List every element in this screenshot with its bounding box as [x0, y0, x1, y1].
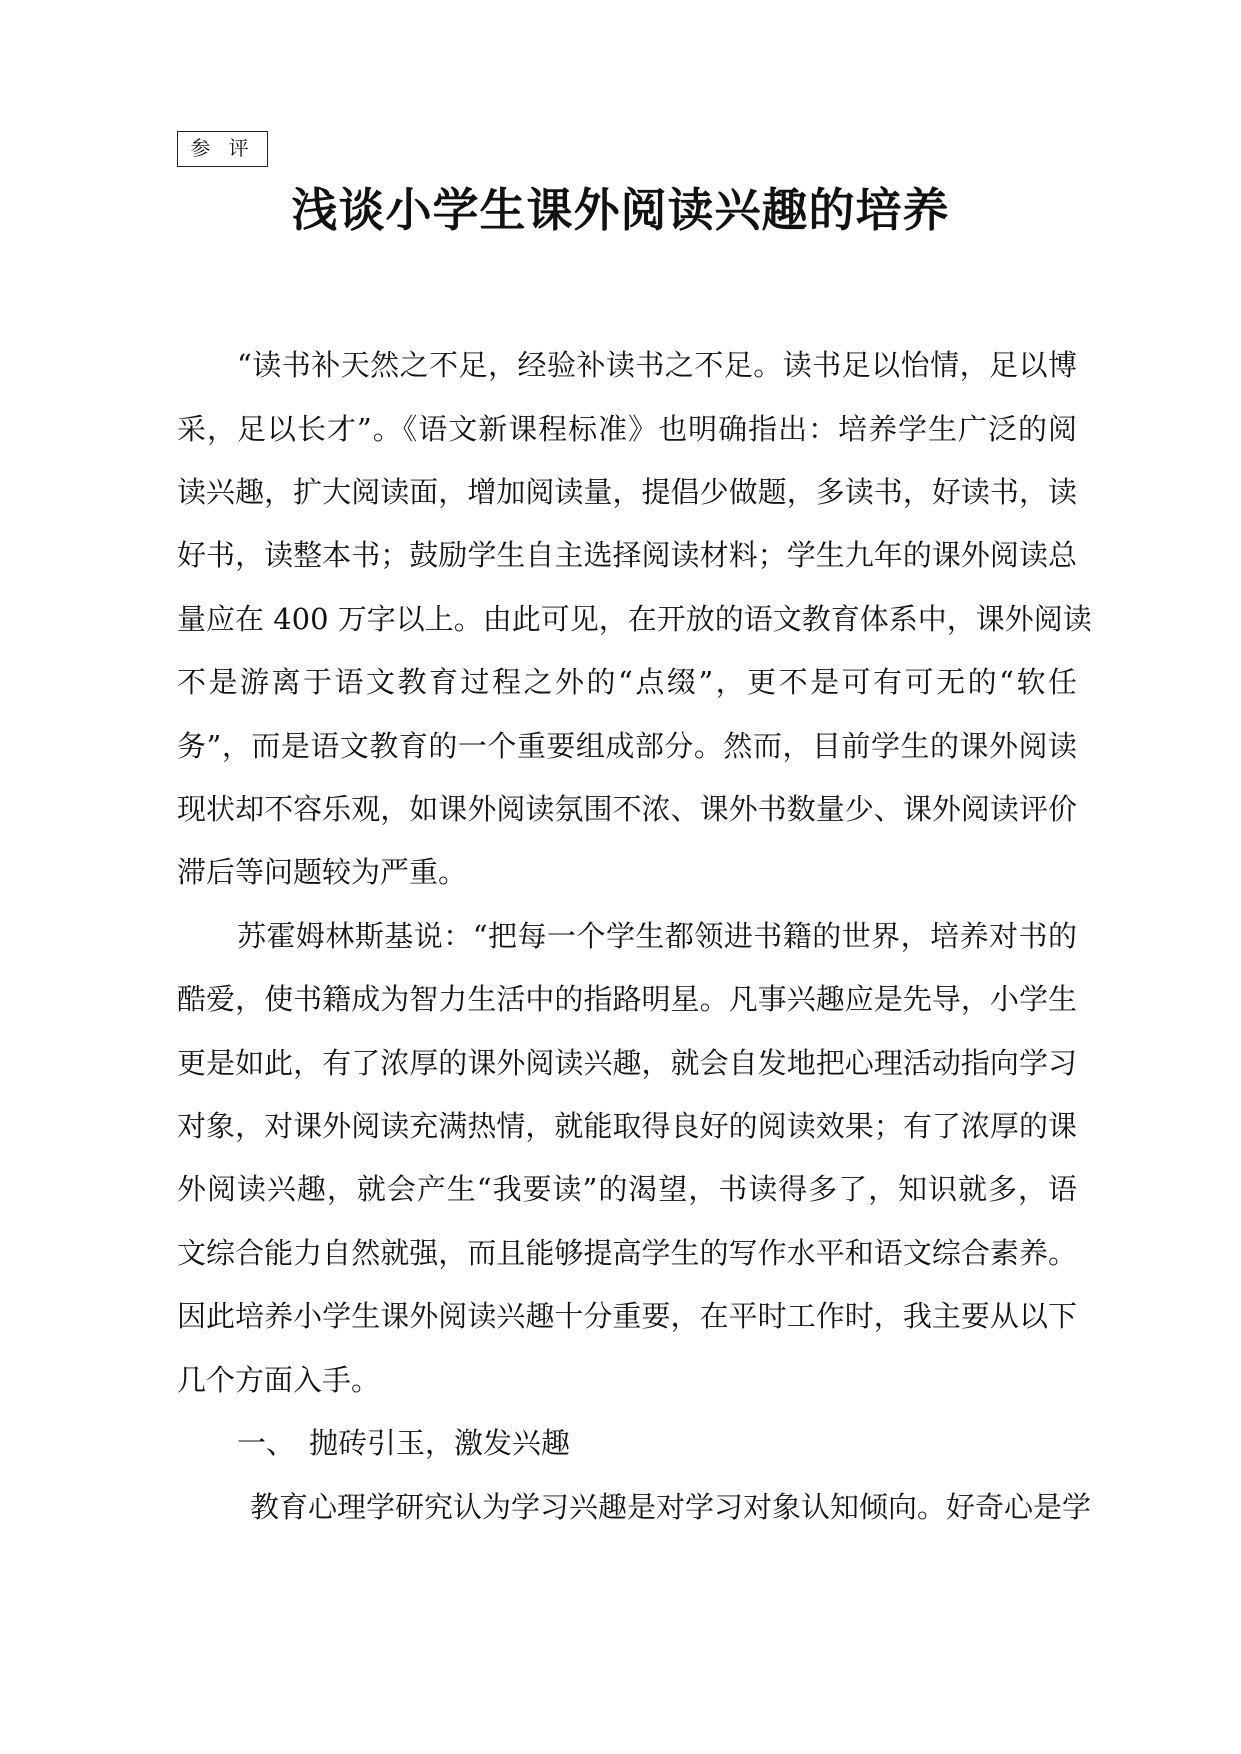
paragraph-3-line-1: 教育心理学研究认为学习兴趣是对学习对象认知倾向。好奇心是学	[250, 1490, 1092, 1524]
paragraph-2-line-4: 对象，对课外阅读充满热情，就能取得良好的阅读效果；有了浓厚的课	[177, 1109, 1077, 1143]
paragraph-1-line-6: 不是游离于语文教育过程之外的“点缀”，更不是可有可无的“软任	[177, 665, 1077, 699]
paragraph-1-line-9: 滞后等问题较为严重。	[177, 855, 468, 889]
paragraph-1-line-1: “读书补天然之不足，经验补读书之不足。读书足以怡情，足以博	[237, 348, 1077, 382]
paragraph-2-line-5: 外阅读兴趣，就会产生“我要读”的渴望，书读得多了，知识就多，语	[177, 1172, 1077, 1206]
paragraph-1-line-7: 务”，而是语文教育的一个重要组成部分。然而，目前学生的课外阅读	[177, 729, 1077, 763]
paragraph-1-line-4: 好书，读整本书；鼓励学生自主选择阅读材料；学生九年的课外阅读总	[177, 538, 1077, 572]
paragraph-2-line-2: 酷爱，使书籍成为智力生活中的指路明星。凡事兴趣应是先导，小学生	[177, 982, 1077, 1016]
paragraph-2-line-8: 几个方面入手。	[177, 1363, 381, 1397]
section-1-number: 一、	[237, 1426, 296, 1460]
paragraph-2-line-6: 文综合能力自然就强，而且能够提高学生的写作水平和语文综合素养。	[177, 1236, 1077, 1270]
paragraph-1-line-2: 采，足以长才”。《语文新课程标准》也明确指出：培养学生广泛的阅	[177, 412, 1077, 446]
category-tag: 参 评	[177, 131, 268, 167]
paragraph-1-line-3: 读兴趣，扩大阅读面，增加阅读量，提倡少做题，多读书，好读书，读	[177, 475, 1077, 509]
section-1-heading	[237, 1423, 1077, 1463]
paragraph-1-line-8: 现状却不容乐观，如课外阅读氛围不浓、课外书数量少、课外阅读评价	[177, 792, 1077, 826]
paragraph-2-line-3: 更是如此，有了浓厚的课外阅读兴趣，就会自发地把心理活动指向学习	[177, 1046, 1077, 1080]
paragraph-1-line-5: 量应在 400 万字以上。由此可见，在开放的语文教育体系中，课外阅读	[177, 602, 1092, 636]
section-1-title: 抛砖引玉，激发兴趣	[309, 1426, 571, 1460]
document-title: 浅谈小学生课外阅读兴趣的培养	[291, 183, 950, 237]
paragraph-2-line-1: 苏霍姆林斯基说：“把每一个学生都领进书籍的世界，培养对书的	[237, 919, 1077, 953]
paragraph-2-line-7: 因此培养小学生课外阅读兴趣十分重要，在平时工作时，我主要从以下	[177, 1299, 1077, 1333]
